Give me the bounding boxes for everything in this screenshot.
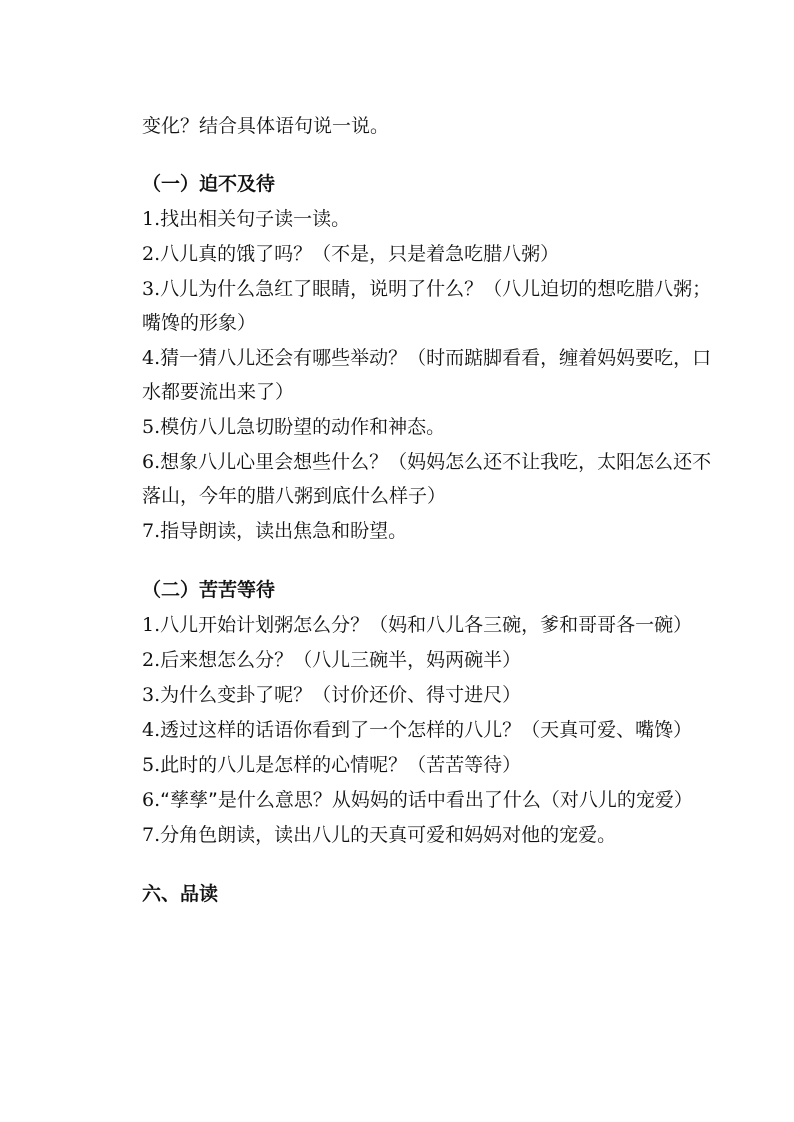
item-text: 分角色朗读，读出八儿的天真可爱和妈妈对他的宠爱。 <box>160 824 617 846</box>
item-text: 八儿开始计划粥怎么分？（妈和八儿各三碗，爹和哥哥各一碗） <box>160 614 693 636</box>
section-heading-3: 六、品读 <box>142 883 219 905</box>
list-item <box>142 410 722 444</box>
item-text: 八儿为什么急红了眼睛，说明了什么？（八儿迫切的想吃腊八粥；嘴馋的形象） <box>142 278 712 334</box>
item-number: 6. <box>142 451 161 473</box>
section-2-list <box>142 608 722 852</box>
item-number: 5. <box>142 754 161 776</box>
list-item <box>142 678 722 712</box>
item-number: 1. <box>142 614 161 636</box>
section-spacer <box>142 549 722 573</box>
item-number: 2. <box>142 649 161 671</box>
item-number: 6. <box>142 789 161 811</box>
list-item <box>142 445 722 513</box>
item-number: 7. <box>142 824 161 846</box>
item-text: 八儿真的饿了吗？（不是，只是着急吃腊八粥） <box>160 243 560 265</box>
item-text: 为什么变卦了呢？（讨价还价、得寸进尺） <box>160 684 522 706</box>
list-item <box>142 783 722 817</box>
item-number: 1. <box>142 208 161 230</box>
item-number: 3. <box>142 684 161 706</box>
item-text: 透过这样的话语你看到了一个怎样的八儿？（天真可爱、嘴馋） <box>160 719 693 741</box>
list-item <box>142 341 722 409</box>
list-item <box>142 643 722 677</box>
item-number: 7. <box>142 520 161 542</box>
section-heading-1: （一）迫不及待 <box>142 173 276 195</box>
item-text: 后来想怎么分？（八儿三碗半，妈两碗半） <box>160 649 522 671</box>
list-item <box>142 514 722 548</box>
list-item <box>142 237 722 271</box>
item-number: 2. <box>142 243 161 265</box>
item-text: 找出相关句子读一读。 <box>160 208 351 230</box>
item-text: 此时的八儿是怎样的心情呢？（苦苦等待） <box>160 754 522 776</box>
list-item <box>142 608 722 642</box>
item-number: 5. <box>142 416 161 438</box>
list-item <box>142 272 722 340</box>
item-number: 4. <box>142 347 161 369</box>
item-number: 3. <box>142 278 161 300</box>
document-content <box>142 109 722 912</box>
list-item <box>142 818 722 852</box>
list-item <box>142 713 722 747</box>
item-text: 模仿八儿急切盼望的动作和神态。 <box>160 416 446 438</box>
item-text: 想象八儿心里会想些什么？（妈妈怎么还不让我吃，太阳怎么还不落山，今年的腊八粥到底什么样子） <box>142 451 712 507</box>
item-number: 4. <box>142 719 161 741</box>
item-text: “孳孳”是什么意思？从妈妈的话中看出了什么（对八儿的宠爱） <box>160 789 693 811</box>
item-text: 猜一猜八儿还会有哪些举动？（时而踮脚看看，缠着妈妈要吃，口水都要流出来了） <box>142 347 712 403</box>
section-spacer <box>142 853 722 877</box>
intro-text: 变化？结合具体语句说一说。 <box>142 115 390 137</box>
list-item <box>142 748 722 782</box>
section-heading-2: （二）苦苦等待 <box>142 579 276 601</box>
section-1-list <box>142 202 722 548</box>
item-text: 指导朗读，读出焦急和盼望。 <box>160 520 408 542</box>
list-item <box>142 202 722 236</box>
